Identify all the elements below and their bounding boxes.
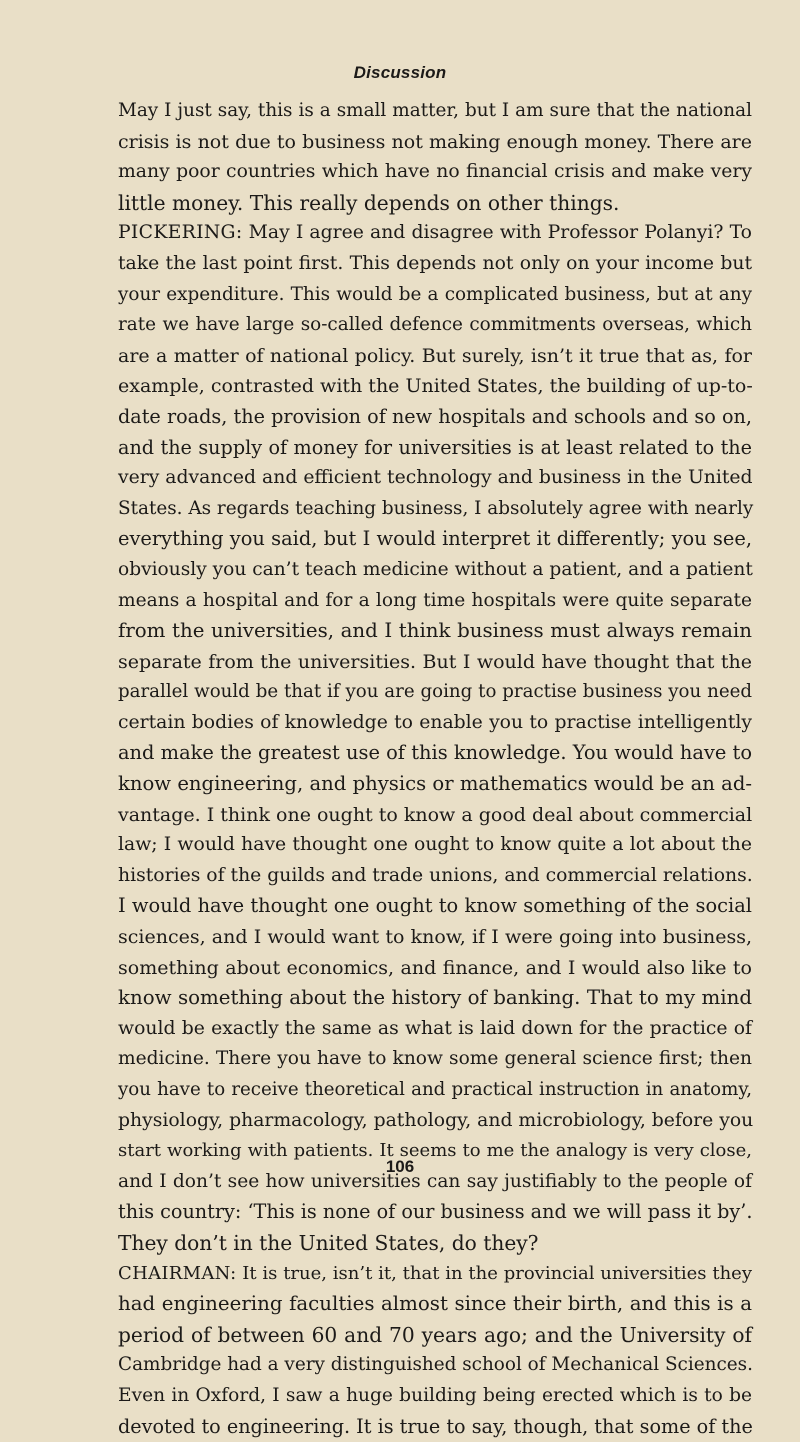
speaker-name: PICKERING: [118,222,243,244]
line-text: many poor countries which have no financial crisis and make very [118,161,752,183]
line-text: May I just say, this is a small matter, but I am sure that the national [118,100,752,121]
text-line [118,830,752,861]
text-line [118,341,752,372]
text-line [118,922,752,953]
text-line [118,463,752,494]
text-line [118,249,752,280]
line-text: take the last point first. This depends not only on your income but [118,252,752,274]
line-text: obviously you can’t teach medicine without a patient, and a patient [118,558,753,580]
text-line [118,1381,752,1412]
line-text: know engineering, and physics or mathematics would be an ad- [118,772,752,796]
running-head: Discussion [353,63,447,82]
text-line [118,738,752,769]
text-line [118,494,752,525]
line-text: and the supply of money for universities is at least related to the [118,435,752,459]
text-line [118,1075,752,1106]
text-line [118,616,752,647]
line-text: means a hospital and for a long time hospitals were quite separate [118,589,752,611]
text-line [118,953,752,984]
line-text: are a matter of national policy. But surely, isn’t it true that as, for [118,344,752,367]
line-text: sciences, and I would want to know, if I were going into business, [118,926,752,949]
line-text: your expenditure. This would be a complicated business, but at any [118,283,752,305]
text-line [118,677,752,708]
line-text: had engineering faculties almost since their birth, and this is a [118,1292,752,1316]
text-line [118,1044,752,1075]
text-line [118,1014,752,1045]
line-text: medicine. There you have to know some general science first; then [118,1048,752,1070]
text-line [118,1320,752,1351]
text-line [118,1228,752,1259]
text-line [118,188,752,219]
text-line [118,127,752,158]
line-text: May I agree and disagree with Professor Polanyi? To [242,222,752,244]
text-line [118,96,752,127]
line-text: something about economics, and finance, and I would also like to [118,956,752,979]
line-text: separate from the universities. But I would have thought that the [118,650,752,673]
line-text: example, contrasted with the United States, the building of up-to- [118,375,753,398]
line-text: from the universities, and I think business must always remain [118,619,752,643]
text-line [118,524,752,555]
line-text: date roads, the provision of new hospitals and schools and so on, [118,404,752,428]
speaker-name: CHAIRMAN: [118,1262,237,1284]
line-text: vantage. I think one ought to know a good deal about commercial [118,803,753,826]
text-line [118,280,752,311]
text-line [118,983,752,1014]
line-text: devoted to engineering. It is true to say, though, that some of the [118,1414,753,1438]
line-text: and I don’t see how universities can say justifiably to the people of [118,1170,752,1192]
line-text: little money. This really depends on other things. [118,190,620,215]
line-text: States. As regards teaching business, I absolutely agree with nearly [118,497,754,519]
line-text: They don’t in the United States, do they? [118,1230,539,1255]
text-line [118,1350,752,1381]
text-line [118,555,752,586]
line-text: you have to receive theoretical and practical instruction in anatomy, [118,1079,752,1100]
line-text: It is true, isn’t it, that in the provincial universities they [236,1262,752,1284]
line-text: physiology, pharmacology, pathology, and microbiology, before you [118,1109,754,1131]
text-line [118,1259,752,1290]
text-line [118,800,752,831]
text-line [118,402,752,433]
line-text: very advanced and efficient technology and business in the United [118,467,753,489]
line-text: and make the greatest use of this knowledge. You would have to [118,741,752,765]
line-text: this country: ‘This is none of our business and we will pass it by’. [118,1200,753,1224]
text-line [118,1412,752,1442]
line-text: Cambridge had a very distinguished school of Mechanical Sciences. [118,1354,753,1376]
text-line [118,310,752,341]
text-line [118,891,752,922]
text-line [118,708,752,739]
text-line [118,1197,752,1228]
line-text: everything you said, but I would interpret it differently; you see, [118,527,752,551]
line-text: law; I would have thought one ought to know quite a lot about the [118,834,752,856]
text-line [118,647,752,678]
line-text: parallel would be that if you are going to practise business you need [118,681,752,703]
line-text: I would have thought one ought to know something of the social [118,894,752,918]
text-line [118,769,752,800]
text-line [118,861,752,892]
text-line [118,586,752,617]
line-text: rate we have large so-called defence commitments overseas, which [118,314,752,336]
text-line [118,218,752,249]
line-text: know something about the history of banking. That to my mind [118,986,752,1010]
body-text [118,96,752,1442]
line-text: Even in Oxford, I saw a huge building being erected which is to be [118,1384,752,1406]
line-text: start working with patients. It seems to me the analogy is very close, [118,1140,752,1162]
line-text: period of between 60 and 70 years ago; and the University of [118,1322,752,1347]
page-number: 106 [385,1157,415,1176]
line-text: would be exactly the same as what is laid down for the practice of [118,1017,752,1039]
text-line [118,371,752,402]
line-text: crisis is not due to business not making enough money. There are [118,130,752,153]
text-line [118,433,752,464]
text-line [118,1289,752,1320]
line-text: histories of the guilds and trade unions, and commercial relations. [118,864,753,886]
text-line [118,1106,752,1137]
text-line [118,157,752,188]
line-text: certain bodies of knowledge to enable you to practise intelligently [118,711,752,733]
